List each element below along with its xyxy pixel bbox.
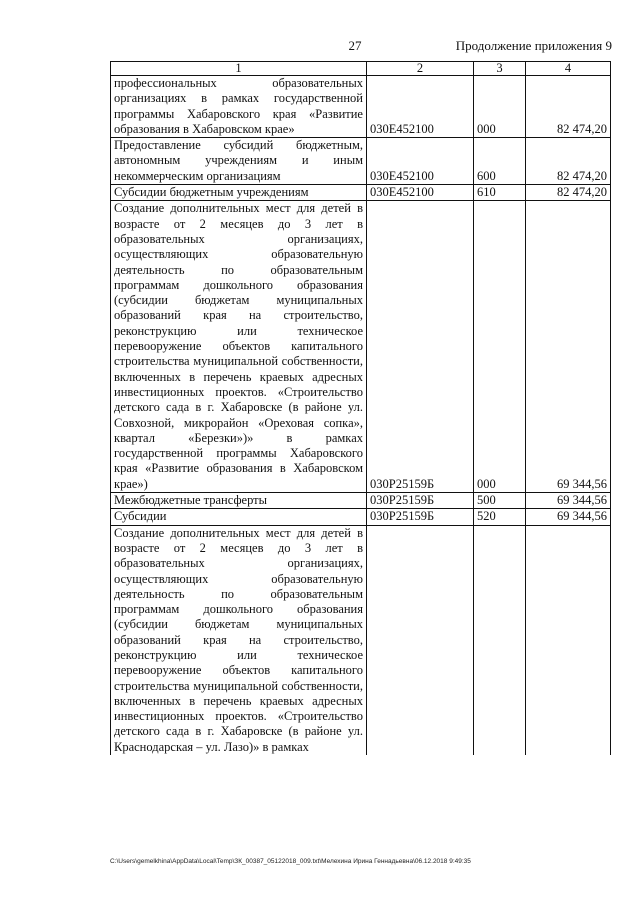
row-name: Субсидии бюджетным учреждениям — [111, 185, 367, 201]
row-name: Межбюджетные трансферты — [111, 493, 367, 509]
row-expense-type: 520 — [474, 509, 526, 525]
table-row — [111, 509, 611, 525]
column-header-4: 4 — [526, 62, 611, 76]
row-target-code: 030P25159Б — [367, 509, 474, 525]
row-amount: 69 344,56 — [526, 493, 611, 509]
table-row — [111, 201, 611, 493]
row-target-code: 030Е452100 — [367, 138, 474, 185]
budget-table — [110, 61, 611, 755]
row-expense-type: 500 — [474, 493, 526, 509]
page-number: 27 — [348, 38, 362, 53]
row-name: Создание дополнительных мест для детей в возрасте от 2 месяцев до 3 лет в образовательных организациях, осуществляющих образовательную деятельность по образовательным программам дошкольного образования (субсидии бюджетам муниципальных образований края на строительство, реконструкцию или техническое перевооружение объектов капитального строительства муниципальной собственности, включенных в перечень краевых адресных инвестиционных проектов. «Строительство детского сада в г. Хабаровске (в районе ул. Краснодарская – ул. Лазо)» в рамках — [111, 525, 367, 755]
row-target-code: 030Е452100 — [367, 185, 474, 201]
table-row-continued — [111, 525, 611, 755]
column-header-1: 1 — [111, 62, 367, 76]
row-target-code: 030P25159Б — [367, 201, 474, 493]
column-header-2: 2 — [367, 62, 474, 76]
row-name: Предоставление субсидий бюджетным, автономным учреждениям и иным некоммерческим организациям — [111, 138, 367, 185]
column-header-3: 3 — [474, 62, 526, 76]
row-amount — [526, 525, 611, 755]
row-expense-type: 000 — [474, 76, 526, 138]
row-expense-type: 610 — [474, 185, 526, 201]
row-name: Создание дополнительных мест для детей в возрасте от 2 месяцев до 3 лет в образовательных организациях, осуществляющих образовательную деятельность по образовательным программам дошкольного образования (субсидии бюджетам муниципальных образований края на строительство, реконструкцию или техническое перевооружение объектов капитального строительства муниципальной собственности, включенных в перечень краевых адресных инвестиционных проектов. «Строительство детского сада в г. Хабаровске (в районе ул. Совхозной, микрорайон «Ореховая сопка», квартал «Березки»)» в рамках государственной программы Хабаровского края «Развитие образования в Хабаровском крае») — [111, 201, 367, 493]
column-number-row — [111, 62, 611, 76]
footer-file-path: C:\Users\gemelkhina\AppData\Local\Temp\ЗК_00387_05122018_009.txt\Мелехина Ирина Геннадьевна\06.12.2018 9:49:35 — [110, 858, 471, 865]
appendix-continuation-note: Продолжение приложения 9 — [455, 38, 612, 53]
row-target-code: 030Е452100 — [367, 76, 474, 138]
row-amount: 82 474,20 — [526, 138, 611, 185]
table-row — [111, 138, 611, 185]
row-expense-type — [474, 525, 526, 755]
row-name: Субсидии — [111, 509, 367, 525]
row-target-code: 030P25159Б — [367, 493, 474, 509]
row-amount: 69 344,56 — [526, 201, 611, 493]
row-expense-type: 000 — [474, 201, 526, 493]
table-row — [111, 493, 611, 509]
row-expense-type: 600 — [474, 138, 526, 185]
table-row — [111, 185, 611, 201]
row-amount: 69 344,56 — [526, 509, 611, 525]
table-row — [111, 76, 611, 138]
row-target-code — [367, 525, 474, 755]
row-name: профессиональных образовательных организациях в рамках государственной программы Хабаровского края «Развитие образования в Хабаровском крае» — [111, 76, 367, 138]
row-amount: 82 474,20 — [526, 185, 611, 201]
row-amount: 82 474,20 — [526, 76, 611, 138]
